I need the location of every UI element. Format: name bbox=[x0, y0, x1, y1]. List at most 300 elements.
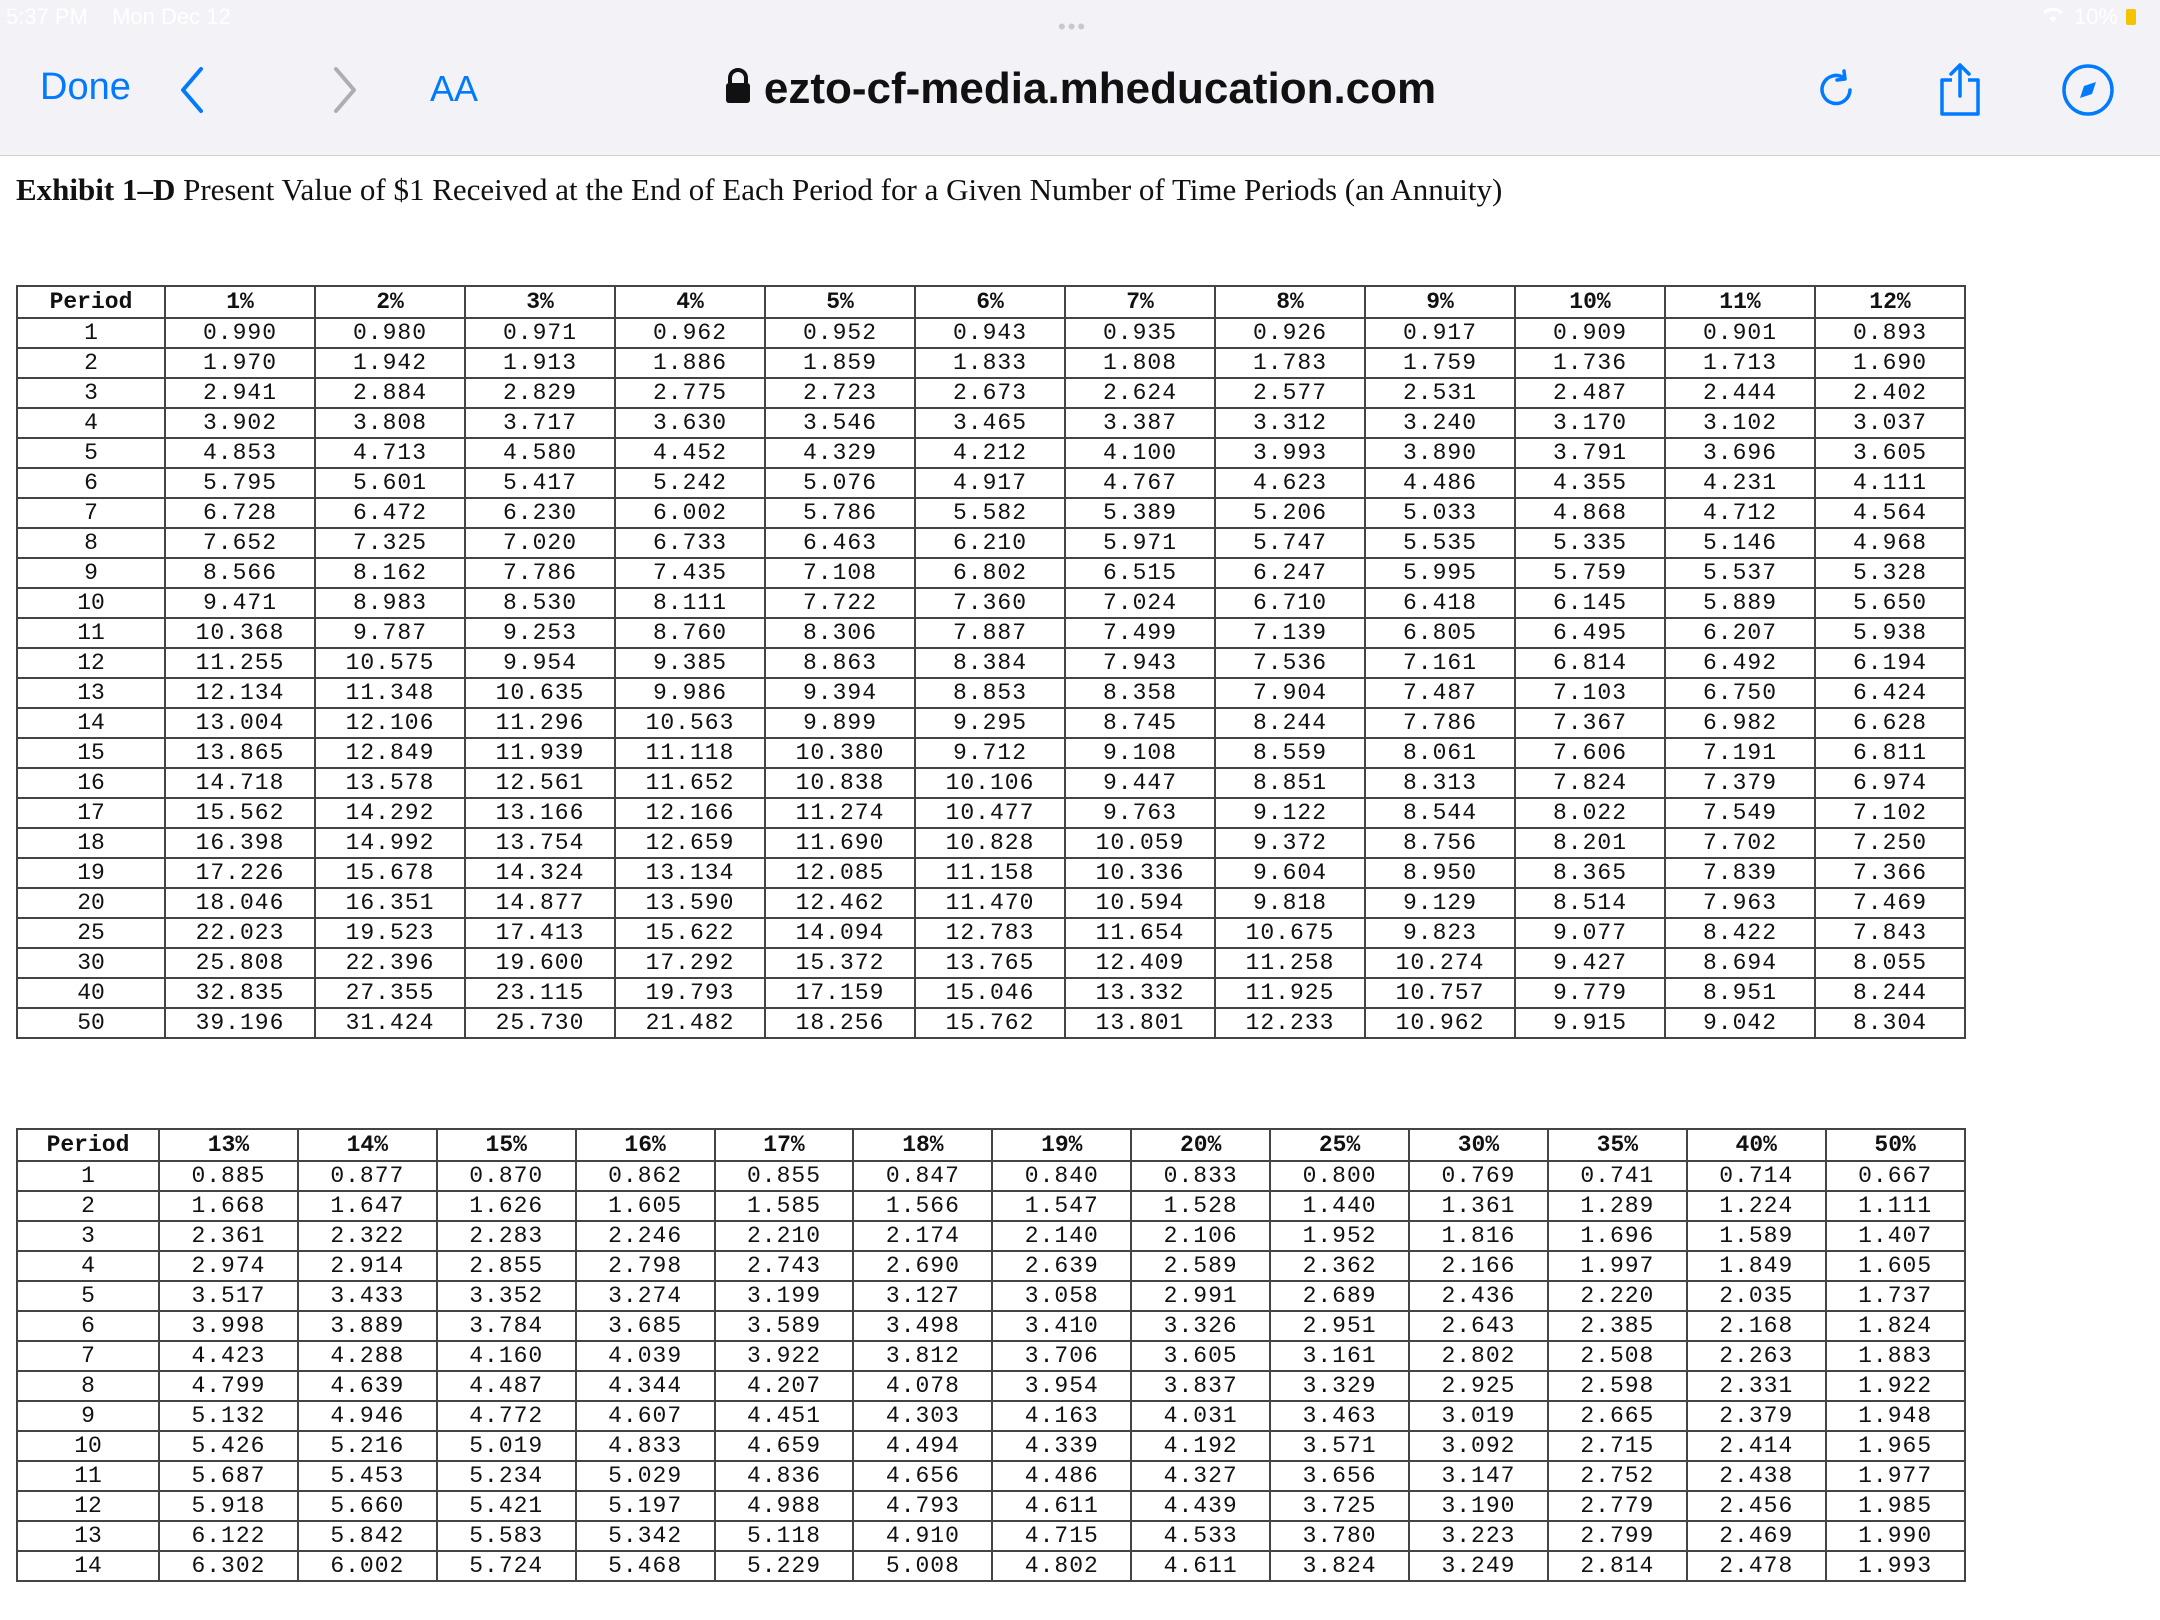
table-row bbox=[17, 1191, 1965, 1221]
table-row bbox=[17, 318, 1965, 348]
value-cell: 3.019 bbox=[1409, 1401, 1548, 1431]
value-cell: 4.231 bbox=[1665, 468, 1815, 498]
value-cell: 7.786 bbox=[465, 558, 615, 588]
table-row bbox=[17, 978, 1965, 1008]
value-cell: 1.566 bbox=[853, 1191, 992, 1221]
table-row bbox=[17, 918, 1965, 948]
value-cell: 4.451 bbox=[715, 1401, 854, 1431]
value-cell: 5.342 bbox=[576, 1521, 715, 1551]
value-cell: 0.962 bbox=[615, 318, 765, 348]
value-cell: 0.917 bbox=[1365, 318, 1515, 348]
value-cell: 3.656 bbox=[1270, 1461, 1409, 1491]
value-cell: 13.754 bbox=[465, 828, 615, 858]
rate-header: 10% bbox=[1515, 286, 1665, 318]
value-cell: 5.995 bbox=[1365, 558, 1515, 588]
value-cell: 10.757 bbox=[1365, 978, 1515, 1008]
value-cell: 10.336 bbox=[1065, 858, 1215, 888]
value-cell: 12.134 bbox=[165, 678, 315, 708]
value-cell: 0.800 bbox=[1270, 1161, 1409, 1191]
table-row bbox=[17, 1521, 1965, 1551]
value-cell: 3.433 bbox=[298, 1281, 437, 1311]
rate-header: 25% bbox=[1270, 1129, 1409, 1161]
share-icon bbox=[1936, 62, 1984, 118]
value-cell: 1.585 bbox=[715, 1191, 854, 1221]
value-cell: 21.482 bbox=[615, 1008, 765, 1038]
value-cell: 3.517 bbox=[159, 1281, 298, 1311]
period-header: Period bbox=[17, 286, 165, 318]
value-cell: 2.991 bbox=[1131, 1281, 1270, 1311]
value-cell: 5.650 bbox=[1815, 588, 1965, 618]
value-cell: 14.094 bbox=[765, 918, 915, 948]
period-cell: 2 bbox=[17, 1191, 159, 1221]
value-cell: 9.823 bbox=[1365, 918, 1515, 948]
value-cell: 8.530 bbox=[465, 588, 615, 618]
value-cell: 0.870 bbox=[437, 1161, 576, 1191]
value-cell: 1.605 bbox=[576, 1191, 715, 1221]
value-cell: 2.598 bbox=[1548, 1371, 1687, 1401]
value-cell: 0.926 bbox=[1215, 318, 1365, 348]
value-cell: 2.283 bbox=[437, 1221, 576, 1251]
value-cell: 4.486 bbox=[1365, 468, 1515, 498]
value-cell: 1.849 bbox=[1687, 1251, 1826, 1281]
value-cell: 8.111 bbox=[615, 588, 765, 618]
value-cell: 3.102 bbox=[1665, 408, 1815, 438]
value-cell: 7.887 bbox=[915, 618, 1065, 648]
value-cell: 2.210 bbox=[715, 1221, 854, 1251]
value-cell: 7.161 bbox=[1365, 648, 1515, 678]
value-cell: 9.129 bbox=[1365, 888, 1515, 918]
value-cell: 3.571 bbox=[1270, 1431, 1409, 1461]
value-cell: 8.566 bbox=[165, 558, 315, 588]
value-cell: 22.023 bbox=[165, 918, 315, 948]
value-cell: 3.696 bbox=[1665, 438, 1815, 468]
value-cell: 1.783 bbox=[1215, 348, 1365, 378]
value-cell: 13.865 bbox=[165, 738, 315, 768]
value-cell: 8.304 bbox=[1815, 1008, 1965, 1038]
value-cell: 8.694 bbox=[1665, 948, 1815, 978]
period-cell: 19 bbox=[17, 858, 165, 888]
value-cell: 10.635 bbox=[465, 678, 615, 708]
period-cell: 4 bbox=[17, 1251, 159, 1281]
done-button[interactable]: Done bbox=[40, 66, 131, 108]
value-cell: 2.436 bbox=[1409, 1281, 1548, 1311]
value-cell: 11.158 bbox=[915, 858, 1065, 888]
table-row bbox=[17, 948, 1965, 978]
value-cell: 0.840 bbox=[992, 1161, 1131, 1191]
value-cell: 5.747 bbox=[1215, 528, 1365, 558]
period-cell: 6 bbox=[17, 468, 165, 498]
value-cell: 7.367 bbox=[1515, 708, 1665, 738]
value-cell: 5.229 bbox=[715, 1551, 854, 1581]
value-cell: 3.463 bbox=[1270, 1401, 1409, 1431]
table-row bbox=[17, 468, 1965, 498]
value-cell: 3.808 bbox=[315, 408, 465, 438]
value-cell: 8.983 bbox=[315, 588, 465, 618]
value-cell: 3.890 bbox=[1365, 438, 1515, 468]
value-cell: 4.078 bbox=[853, 1371, 992, 1401]
value-cell: 2.469 bbox=[1687, 1521, 1826, 1551]
value-cell: 8.514 bbox=[1515, 888, 1665, 918]
period-cell: 50 bbox=[17, 1008, 165, 1038]
rate-header: 11% bbox=[1665, 286, 1815, 318]
value-cell: 1.990 bbox=[1826, 1521, 1965, 1551]
value-cell: 8.313 bbox=[1365, 768, 1515, 798]
value-cell: 8.853 bbox=[915, 678, 1065, 708]
value-cell: 3.630 bbox=[615, 408, 765, 438]
value-cell: 7.702 bbox=[1665, 828, 1815, 858]
value-cell: 4.833 bbox=[576, 1431, 715, 1461]
value-cell: 8.950 bbox=[1365, 858, 1515, 888]
value-cell: 12.783 bbox=[915, 918, 1065, 948]
period-cell: 9 bbox=[17, 558, 165, 588]
value-cell: 12.233 bbox=[1215, 1008, 1365, 1038]
value-cell: 7.379 bbox=[1665, 768, 1815, 798]
table-row bbox=[17, 408, 1965, 438]
value-cell: 4.100 bbox=[1065, 438, 1215, 468]
period-cell: 25 bbox=[17, 918, 165, 948]
value-cell: 15.622 bbox=[615, 918, 765, 948]
value-cell: 1.985 bbox=[1826, 1491, 1965, 1521]
value-cell: 2.531 bbox=[1365, 378, 1515, 408]
value-cell: 5.389 bbox=[1065, 498, 1215, 528]
value-cell: 5.234 bbox=[437, 1461, 576, 1491]
value-cell: 1.977 bbox=[1826, 1461, 1965, 1491]
value-cell: 1.547 bbox=[992, 1191, 1131, 1221]
rate-header: 6% bbox=[915, 286, 1065, 318]
value-cell: 17.413 bbox=[465, 918, 615, 948]
value-cell: 2.779 bbox=[1548, 1491, 1687, 1521]
annuity-table-1 bbox=[16, 285, 1966, 1039]
value-cell: 8.422 bbox=[1665, 918, 1815, 948]
value-cell: 2.689 bbox=[1270, 1281, 1409, 1311]
value-cell: 1.952 bbox=[1270, 1221, 1409, 1251]
table-row bbox=[17, 528, 1965, 558]
value-cell: 4.564 bbox=[1815, 498, 1965, 528]
value-cell: 5.426 bbox=[159, 1431, 298, 1461]
value-cell: 8.756 bbox=[1365, 828, 1515, 858]
value-cell: 6.710 bbox=[1215, 588, 1365, 618]
table-row bbox=[17, 1221, 1965, 1251]
value-cell: 5.242 bbox=[615, 468, 765, 498]
period-cell: 30 bbox=[17, 948, 165, 978]
value-cell: 12.462 bbox=[765, 888, 915, 918]
value-cell: 9.763 bbox=[1065, 798, 1215, 828]
value-cell: 4.111 bbox=[1815, 468, 1965, 498]
value-cell: 5.537 bbox=[1665, 558, 1815, 588]
value-cell: 6.145 bbox=[1515, 588, 1665, 618]
value-cell: 6.002 bbox=[615, 498, 765, 528]
value-cell: 8.358 bbox=[1065, 678, 1215, 708]
value-cell: 1.440 bbox=[1270, 1191, 1409, 1221]
table-row bbox=[17, 588, 1965, 618]
value-cell: 17.159 bbox=[765, 978, 915, 1008]
value-cell: 3.546 bbox=[765, 408, 915, 438]
value-cell: 3.993 bbox=[1215, 438, 1365, 468]
value-cell: 0.741 bbox=[1548, 1161, 1687, 1191]
value-cell: 22.396 bbox=[315, 948, 465, 978]
value-cell: 2.379 bbox=[1687, 1401, 1826, 1431]
period-cell: 11 bbox=[17, 618, 165, 648]
value-cell: 2.331 bbox=[1687, 1371, 1826, 1401]
rate-header: 1% bbox=[165, 286, 315, 318]
period-cell: 3 bbox=[17, 378, 165, 408]
value-cell: 6.628 bbox=[1815, 708, 1965, 738]
period-cell: 3 bbox=[17, 1221, 159, 1251]
value-cell: 2.508 bbox=[1548, 1341, 1687, 1371]
value-cell: 2.322 bbox=[298, 1221, 437, 1251]
value-cell: 11.690 bbox=[765, 828, 915, 858]
value-cell: 3.837 bbox=[1131, 1371, 1270, 1401]
value-cell: 4.713 bbox=[315, 438, 465, 468]
value-cell: 4.344 bbox=[576, 1371, 715, 1401]
value-cell: 7.024 bbox=[1065, 588, 1215, 618]
value-cell: 4.611 bbox=[1131, 1551, 1270, 1581]
value-cell: 17.292 bbox=[615, 948, 765, 978]
value-cell: 7.020 bbox=[465, 528, 615, 558]
value-cell: 3.812 bbox=[853, 1341, 992, 1371]
value-cell: 1.224 bbox=[1687, 1191, 1826, 1221]
period-cell: 11 bbox=[17, 1461, 159, 1491]
value-cell: 15.562 bbox=[165, 798, 315, 828]
period-cell: 7 bbox=[17, 1341, 159, 1371]
value-cell: 8.244 bbox=[1215, 708, 1365, 738]
value-cell: 3.780 bbox=[1270, 1521, 1409, 1551]
value-cell: 2.814 bbox=[1548, 1551, 1687, 1581]
value-cell: 3.190 bbox=[1409, 1491, 1548, 1521]
text-size-button[interactable]: AA bbox=[430, 68, 479, 109]
value-cell: 7.325 bbox=[315, 528, 465, 558]
value-cell: 0.971 bbox=[465, 318, 615, 348]
value-cell: 1.668 bbox=[159, 1191, 298, 1221]
value-cell: 4.288 bbox=[298, 1341, 437, 1371]
value-cell: 8.162 bbox=[315, 558, 465, 588]
status-time: 5:37 PM bbox=[6, 4, 88, 29]
value-cell: 15.762 bbox=[915, 1008, 1065, 1038]
value-cell: 3.170 bbox=[1515, 408, 1665, 438]
value-cell: 7.366 bbox=[1815, 858, 1965, 888]
value-cell: 6.802 bbox=[915, 558, 1065, 588]
value-cell: 7.435 bbox=[615, 558, 765, 588]
value-cell: 0.980 bbox=[315, 318, 465, 348]
value-cell: 1.737 bbox=[1826, 1281, 1965, 1311]
value-cell: 3.161 bbox=[1270, 1341, 1409, 1371]
value-cell: 3.312 bbox=[1215, 408, 1365, 438]
value-cell: 7.839 bbox=[1665, 858, 1815, 888]
value-cell: 5.076 bbox=[765, 468, 915, 498]
reload-button[interactable] bbox=[1812, 60, 1860, 120]
value-cell: 0.769 bbox=[1409, 1161, 1548, 1191]
value-cell: 7.103 bbox=[1515, 678, 1665, 708]
value-cell: 8.951 bbox=[1665, 978, 1815, 1008]
value-cell: 4.853 bbox=[165, 438, 315, 468]
value-cell: 9.447 bbox=[1065, 768, 1215, 798]
value-cell: 3.147 bbox=[1409, 1461, 1548, 1491]
value-cell: 10.106 bbox=[915, 768, 1065, 798]
value-cell: 4.659 bbox=[715, 1431, 854, 1461]
value-cell: 1.736 bbox=[1515, 348, 1665, 378]
value-cell: 2.385 bbox=[1548, 1311, 1687, 1341]
value-cell: 1.647 bbox=[298, 1191, 437, 1221]
value-cell: 8.851 bbox=[1215, 768, 1365, 798]
value-cell: 5.197 bbox=[576, 1491, 715, 1521]
value-cell: 3.725 bbox=[1270, 1491, 1409, 1521]
value-cell: 6.463 bbox=[765, 528, 915, 558]
value-cell: 5.029 bbox=[576, 1461, 715, 1491]
value-cell: 3.326 bbox=[1131, 1311, 1270, 1341]
value-cell: 2.673 bbox=[915, 378, 1065, 408]
value-cell: 4.639 bbox=[298, 1371, 437, 1401]
value-cell: 3.465 bbox=[915, 408, 1065, 438]
value-cell: 1.942 bbox=[315, 348, 465, 378]
value-cell: 5.786 bbox=[765, 498, 915, 528]
value-cell: 3.717 bbox=[465, 408, 615, 438]
value-cell: 6.207 bbox=[1665, 618, 1815, 648]
value-cell: 10.477 bbox=[915, 798, 1065, 828]
value-cell: 2.941 bbox=[165, 378, 315, 408]
value-cell: 9.385 bbox=[615, 648, 765, 678]
table-row bbox=[17, 438, 1965, 468]
value-cell: 9.915 bbox=[1515, 1008, 1665, 1038]
value-cell: 2.362 bbox=[1270, 1251, 1409, 1281]
value-cell: 5.216 bbox=[298, 1431, 437, 1461]
value-cell: 0.862 bbox=[576, 1161, 715, 1191]
table-row bbox=[17, 888, 1965, 918]
value-cell: 9.122 bbox=[1215, 798, 1365, 828]
value-cell: 7.102 bbox=[1815, 798, 1965, 828]
value-cell: 8.745 bbox=[1065, 708, 1215, 738]
value-cell: 1.589 bbox=[1687, 1221, 1826, 1251]
table-row bbox=[17, 828, 1965, 858]
status-bar-right bbox=[2040, 4, 2136, 30]
value-cell: 3.998 bbox=[159, 1311, 298, 1341]
value-cell: 8.061 bbox=[1365, 738, 1515, 768]
value-cell: 9.954 bbox=[465, 648, 615, 678]
value-cell: 0.855 bbox=[715, 1161, 854, 1191]
value-cell: 10.575 bbox=[315, 648, 465, 678]
value-cell: 6.230 bbox=[465, 498, 615, 528]
rate-header: 12% bbox=[1815, 286, 1965, 318]
battery-icon bbox=[2126, 9, 2136, 25]
value-cell: 4.494 bbox=[853, 1431, 992, 1461]
value-cell: 6.495 bbox=[1515, 618, 1665, 648]
value-cell: 5.328 bbox=[1815, 558, 1965, 588]
value-cell: 2.487 bbox=[1515, 378, 1665, 408]
value-cell: 9.986 bbox=[615, 678, 765, 708]
value-cell: 3.127 bbox=[853, 1281, 992, 1311]
value-cell: 16.351 bbox=[315, 888, 465, 918]
safari-button[interactable] bbox=[2060, 60, 2116, 120]
value-cell: 1.883 bbox=[1826, 1341, 1965, 1371]
value-cell: 6.424 bbox=[1815, 678, 1965, 708]
value-cell: 2.643 bbox=[1409, 1311, 1548, 1341]
rate-header: 18% bbox=[853, 1129, 992, 1161]
value-cell: 11.470 bbox=[915, 888, 1065, 918]
value-cell: 17.226 bbox=[165, 858, 315, 888]
value-cell: 2.263 bbox=[1687, 1341, 1826, 1371]
table-row bbox=[17, 1551, 1965, 1581]
table-row bbox=[17, 1251, 1965, 1281]
value-cell: 4.623 bbox=[1215, 468, 1365, 498]
value-cell: 31.424 bbox=[315, 1008, 465, 1038]
table-row bbox=[17, 1371, 1965, 1401]
value-cell: 4.917 bbox=[915, 468, 1065, 498]
value-cell: 1.528 bbox=[1131, 1191, 1270, 1221]
value-cell: 7.943 bbox=[1065, 648, 1215, 678]
value-cell: 13.578 bbox=[315, 768, 465, 798]
value-cell: 1.808 bbox=[1065, 348, 1215, 378]
value-cell: 12.561 bbox=[465, 768, 615, 798]
rate-header: 20% bbox=[1131, 1129, 1270, 1161]
period-cell: 13 bbox=[17, 678, 165, 708]
value-cell: 18.256 bbox=[765, 1008, 915, 1038]
table-row bbox=[17, 1401, 1965, 1431]
rate-header: 3% bbox=[465, 286, 615, 318]
rate-header: 30% bbox=[1409, 1129, 1548, 1161]
value-cell: 12.409 bbox=[1065, 948, 1215, 978]
value-cell: 1.922 bbox=[1826, 1371, 1965, 1401]
value-cell: 19.793 bbox=[615, 978, 765, 1008]
value-cell: 10.368 bbox=[165, 618, 315, 648]
value-cell: 11.258 bbox=[1215, 948, 1365, 978]
value-cell: 0.847 bbox=[853, 1161, 992, 1191]
value-cell: 3.223 bbox=[1409, 1521, 1548, 1551]
table-row bbox=[17, 1311, 1965, 1341]
value-cell: 0.885 bbox=[159, 1161, 298, 1191]
rate-header: 50% bbox=[1826, 1129, 1965, 1161]
value-cell: 9.295 bbox=[915, 708, 1065, 738]
share-button[interactable] bbox=[1936, 60, 1984, 120]
value-cell: 9.427 bbox=[1515, 948, 1665, 978]
value-cell: 13.134 bbox=[615, 858, 765, 888]
value-cell: 2.106 bbox=[1131, 1221, 1270, 1251]
period-cell: 8 bbox=[17, 1371, 159, 1401]
value-cell: 3.352 bbox=[437, 1281, 576, 1311]
value-cell: 4.487 bbox=[437, 1371, 576, 1401]
value-cell: 11.652 bbox=[615, 768, 765, 798]
value-cell: 5.842 bbox=[298, 1521, 437, 1551]
period-cell: 10 bbox=[17, 1431, 159, 1461]
rate-header: 35% bbox=[1548, 1129, 1687, 1161]
value-cell: 3.605 bbox=[1815, 438, 1965, 468]
value-cell: 4.303 bbox=[853, 1401, 992, 1431]
value-cell: 0.943 bbox=[915, 318, 1065, 348]
multitasking-dots-icon[interactable]: ••• bbox=[1058, 14, 1088, 39]
value-cell: 12.085 bbox=[765, 858, 915, 888]
table-row bbox=[17, 798, 1965, 828]
value-cell: 11.274 bbox=[765, 798, 915, 828]
rate-header: 19% bbox=[992, 1129, 1131, 1161]
value-cell: 5.759 bbox=[1515, 558, 1665, 588]
rate-header: 40% bbox=[1687, 1129, 1826, 1161]
value-cell: 4.988 bbox=[715, 1491, 854, 1521]
value-cell: 14.718 bbox=[165, 768, 315, 798]
value-cell: 7.108 bbox=[765, 558, 915, 588]
value-cell: 4.910 bbox=[853, 1521, 992, 1551]
value-cell: 2.438 bbox=[1687, 1461, 1826, 1491]
value-cell: 4.656 bbox=[853, 1461, 992, 1491]
period-cell: 1 bbox=[17, 318, 165, 348]
value-cell: 10.380 bbox=[765, 738, 915, 768]
value-cell: 9.604 bbox=[1215, 858, 1365, 888]
rate-header: 2% bbox=[315, 286, 465, 318]
value-cell: 27.355 bbox=[315, 978, 465, 1008]
value-cell: 7.904 bbox=[1215, 678, 1365, 708]
period-cell: 10 bbox=[17, 588, 165, 618]
table-header-row bbox=[17, 1129, 1965, 1161]
period-header: Period bbox=[17, 1129, 159, 1161]
value-cell: 2.589 bbox=[1131, 1251, 1270, 1281]
value-cell: 4.207 bbox=[715, 1371, 854, 1401]
